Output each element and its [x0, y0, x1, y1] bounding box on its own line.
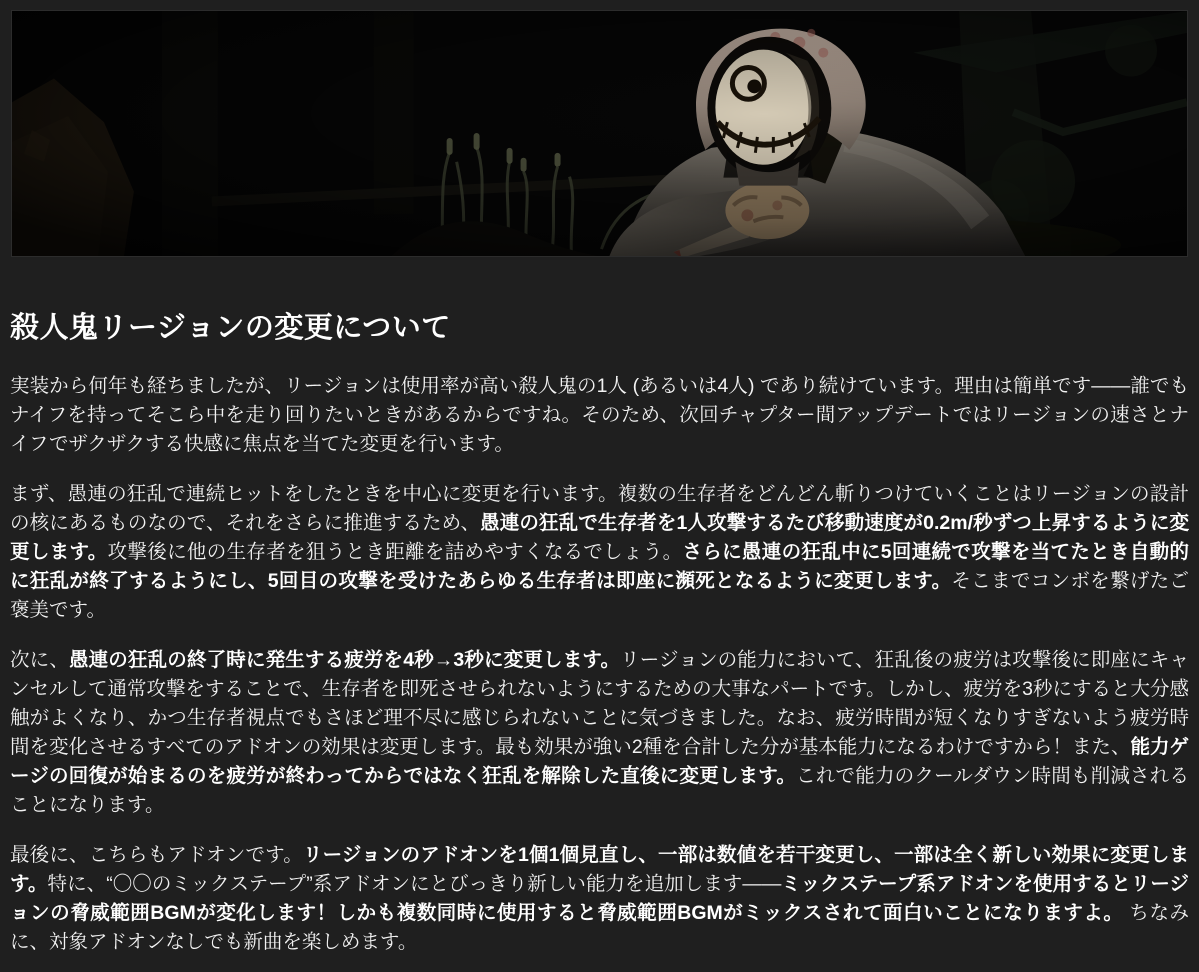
text-run: そこまでコンボを繋げたご褒美です。 — [10, 570, 1189, 622]
text-run: リージョンの能力において、狂乱後の疲労は攻撃後に即座にキャンセルして通常攻撃をすることで、生存者を即死させられないようにするための大事なパートです。しかし、疲労を3秒にすると大分感触がよくなり、かつ生存者視点でもさほど理不尽に感じられないことに気づきました。なお、疲労時間が短くなりすぎないよう疲労時間を変化させるすべてのアドオンの効果は変更します。最も効果が強い2種を合計した分が基本能力になるわけですから！また、 — [10, 649, 1189, 759]
text-run: 実装から何年も経ちましたが、リージョンは使用率が高い殺人鬼の1人 (あるいは4人) であり続けています。理由は簡単です——誰でもナイフを持ってそこら中を走り回りたいときがあるからですね。そのため、次回チャプター間アップデートではリージョンの速さとナイフでザクザクする快感に焦点を当てた変更を行います。 — [10, 375, 1189, 456]
bold-text-run: リージョンのアドオンを1個1個見直し、一部は数値を若干変更し、一部は全く新しい効果に変更します。 — [10, 844, 1189, 896]
article-title: 殺人鬼リージョンの変更について — [10, 312, 451, 344]
bold-text-run: ミックステープ系アドオンを使用するとリージョンの脅威範囲BGMが変化します！しかも複数同時に使用すると脅威範囲BGMがミックスされて面白いことになりますよ。 — [10, 873, 1189, 925]
bold-text-run: さらに愚連の狂乱中に5回連続で攻撃を当てたとき自動的に狂乱が終了するようにし、5回目の攻撃を受けたあらゆる生存者は即座に瀕死となるように変更します。 — [10, 541, 1189, 593]
text-run: 最後に、こちらもアドオンです。 — [10, 844, 303, 867]
text-run: ちなみに、対象アドオンなしでも新曲を楽しめます。 — [10, 902, 1190, 954]
article-content — [0, 312, 1199, 957]
text-run: 特に、“〇〇のミックステープ”系アドオンにとびっきり新しい能力を追加します—— — [47, 873, 782, 896]
paragraph — [10, 646, 1189, 820]
bold-text-run: 愚連の狂乱の終了時に発生する疲労を4秒→3秒に変更します。 — [68, 649, 621, 672]
text-run: これで能力のクールダウン時間も削減されることになります。 — [10, 765, 1189, 817]
paragraph — [10, 480, 1189, 625]
bold-text-run: 愚連の狂乱で生存者を1人攻撃するたび移動速度が0.2m/秒ずつ上昇するように変更します。 — [10, 512, 1189, 564]
hero-banner — [11, 10, 1188, 257]
paragraph — [10, 372, 1189, 459]
paragraph — [10, 841, 1189, 957]
text-run: 次に、 — [10, 649, 69, 672]
article-paragraphs — [10, 372, 1189, 957]
text-run: 攻撃後に他の生存者を狙うとき距離を詰めやすくなるでしょう。 — [107, 541, 683, 564]
legion-masked-killer-banner-illustration — [12, 11, 1187, 256]
bold-text-run: 能力ゲージの回復が始まるのを疲労が終わってからではなく狂乱を解除した直後に変更します。 — [10, 736, 1189, 788]
text-run: まず、愚連の狂乱で連続ヒットをしたときを中心に変更を行います。複数の生存者をどんどん斬りつけていくことはリージョンの設計の核にあるものなので、それをさらに推進するため、 — [10, 483, 1189, 535]
